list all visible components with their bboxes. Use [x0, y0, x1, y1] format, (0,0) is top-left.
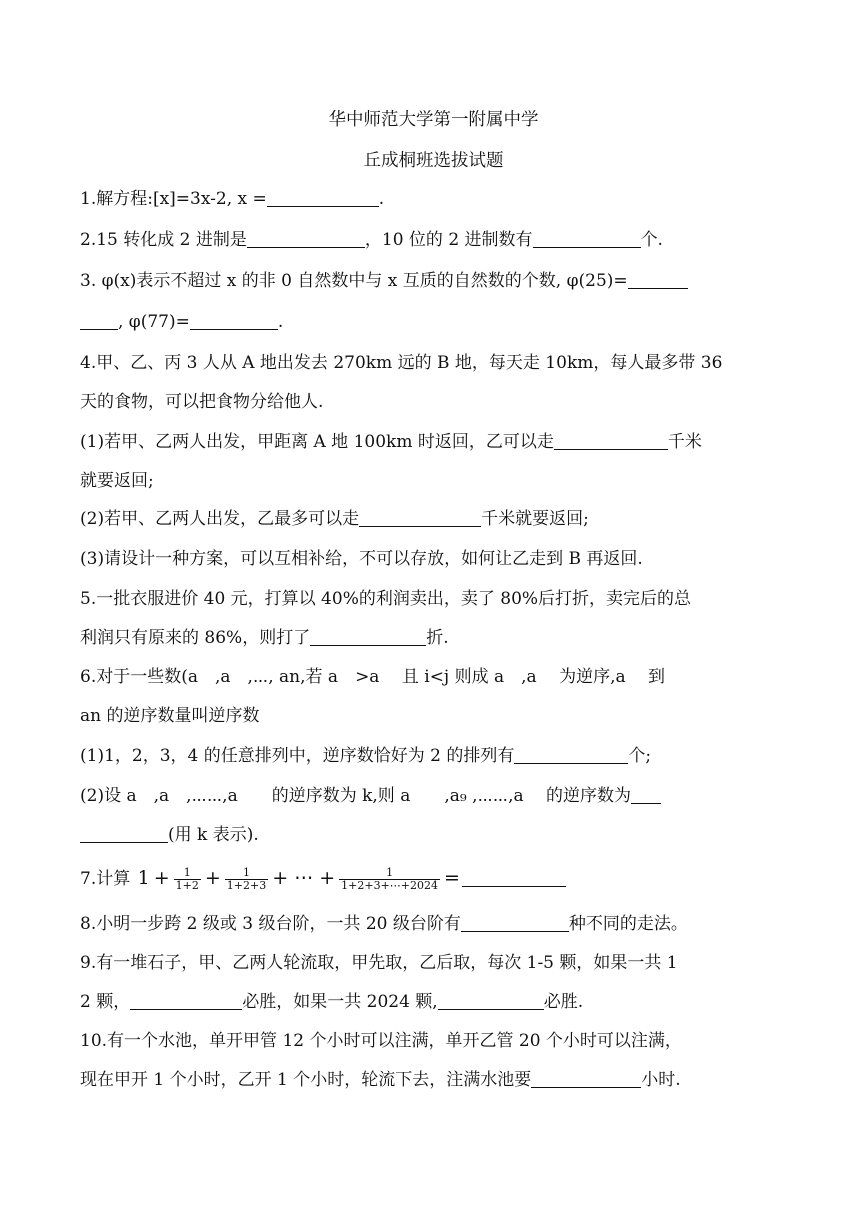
ellipsis-sum: + ⋯ + [272, 867, 336, 889]
question-1 [80, 188, 790, 212]
question-5-text: 利润只有原来的 86%，则打了 [80, 628, 311, 648]
answer-blank [130, 991, 242, 1010]
question-6-part-1 [80, 745, 790, 769]
question-7 [80, 860, 790, 896]
question-9-text-b: 必胜，如果一共 2024 颗, [242, 992, 438, 1012]
answer-blank [80, 824, 168, 843]
question-2-text-c: 个. [640, 230, 663, 250]
fraction-1-numerator: 1 [174, 867, 201, 880]
answer-blank [514, 745, 628, 764]
answer-blank [631, 785, 661, 804]
question-7-one: 1 [137, 867, 150, 889]
exam-title: 丘成桐班选拔试题 [363, 151, 504, 171]
question-3-line-1 [80, 270, 790, 294]
question-10-line-2 [80, 1069, 790, 1093]
answer-blank [80, 311, 118, 330]
question-10-text: 现在甲开 1 个小时，乙开 1 个小时，轮流下去，注满水池要 [80, 1070, 532, 1090]
answer-blank [190, 311, 278, 330]
answer-blank [438, 991, 544, 1010]
question-4-part-1-text: (1)若甲、乙两人出发，甲距离 A 地 100km 时返回，乙可以走 [80, 432, 554, 452]
question-4-line-2: 天的食物，可以把食物分给他人. [80, 392, 324, 412]
question-9-text-a: 2 颗， [80, 992, 131, 1012]
answer-blank [554, 431, 668, 450]
plus-sign: + [204, 867, 221, 889]
question-8 [80, 913, 790, 937]
question-6-part-2-text: (2)设 a ,a ,⋯⋯,a 的逆序数为 k,则 a ,a₉ ,⋯⋯,a 的逆序数为 [80, 786, 632, 806]
answer-blank [267, 188, 379, 207]
fraction-3 [339, 867, 440, 892]
question-6-part-2-cont [80, 824, 790, 848]
question-6-line-2: an 的逆序数量叫逆序数 [80, 706, 260, 726]
fraction-3-denominator: 1+2+3+⋯+2024 [341, 879, 439, 892]
fraction-3-numerator: 1 [339, 867, 440, 880]
answer-blank [247, 229, 365, 248]
question-5-line-2 [80, 627, 790, 651]
question-1-end: . [378, 189, 385, 209]
question-3-text-c: . [277, 312, 284, 332]
fraction-1-denominator: 1+2 [175, 879, 199, 892]
question-5-end: 折. [426, 628, 449, 648]
question-3-text-b: , φ(77)= [118, 312, 190, 332]
question-4-part-2 [80, 508, 790, 532]
question-3-line-2 [80, 311, 790, 335]
question-2 [80, 229, 790, 253]
question-9-text-c: 必胜. [543, 992, 584, 1012]
question-4-part-1-unit: 千米 [667, 432, 702, 452]
fraction-2-numerator: 1 [225, 867, 268, 880]
question-3-text-a: 3. φ(x)表示不超过 x 的非 0 自然数中与 x 互质的自然数的个数, φ(25)= [80, 271, 628, 291]
question-9-line-1: 9.有一堆石子，甲、乙两人轮流取，甲先取，乙后取，每次 1-5 颗，如果一共 1 [80, 953, 678, 973]
question-2-text-b: ，10 位的 2 进制数有 [364, 230, 533, 250]
question-8-text: 8.小明一步跨 2 级或 3 级台阶，一共 20 级台阶有 [80, 914, 461, 934]
question-4-part-3: (3)请设计一种方案，可以互相补给，不可以存放，如何让乙走到 B 再返回. [80, 549, 643, 569]
answer-blank [628, 270, 688, 289]
equals-sign: = [444, 867, 460, 889]
answer-blank [533, 229, 641, 248]
question-4-part-2-unit: 千米就要返回; [481, 509, 589, 529]
question-10-end: 小时. [641, 1070, 681, 1090]
answer-blank [531, 1069, 641, 1088]
question-10-line-1: 10.有一个水池，单开甲管 12 个小时可以注满，单开乙管 20 个小时可以注满， [80, 1031, 682, 1051]
answer-blank [310, 627, 426, 646]
school-title: 华中师范大学第一附属中学 [328, 110, 539, 130]
question-6-line-1: 6.对于一些数(a ,a ,⋯, an,若 a >a 且 i<j 则成 a ,a 为逆序,a 到 [80, 667, 666, 687]
question-8-end: 种不同的走法。 [568, 914, 688, 934]
question-2-text-a: 2.15 转化成 2 进制是 [80, 230, 247, 250]
question-1-text: 1.解方程:[x]=3x-2, x = [80, 189, 267, 209]
question-5-line-1: 5.一批衣服进价 40 元，打算以 40%的利润卖出，卖了 80%后打折，卖完后的总 [80, 589, 692, 609]
fraction-1 [174, 867, 201, 892]
question-4-part-1-cont: 就要返回; [80, 471, 154, 491]
question-7-prefix: 7.计算 [80, 869, 131, 889]
question-4-part-2-text: (2)若甲、乙两人出发，乙最多可以走 [80, 509, 360, 529]
question-9-line-2 [80, 991, 790, 1015]
question-4-line-1: 4.甲、乙、丙 3 人从 A 地出发去 270km 远的 B 地，每天走 10km，每人最多带 36 [80, 353, 723, 373]
question-6-part-2-end: (用 k 表示). [168, 825, 259, 845]
question-6-part-1-end: 个; [628, 746, 652, 766]
question-6-part-2 [80, 785, 790, 809]
fraction-2 [225, 867, 268, 892]
answer-blank [461, 913, 569, 932]
fraction-2-denominator: 1+2+3 [226, 879, 267, 892]
plus-sign: + [153, 867, 170, 889]
answer-blank [462, 868, 566, 887]
question-6-part-1-text: (1)1，2，3，4 的任意排列中，逆序数恰好为 2 的排列有 [80, 746, 515, 766]
answer-blank [359, 508, 481, 527]
question-4-part-1 [80, 431, 790, 455]
